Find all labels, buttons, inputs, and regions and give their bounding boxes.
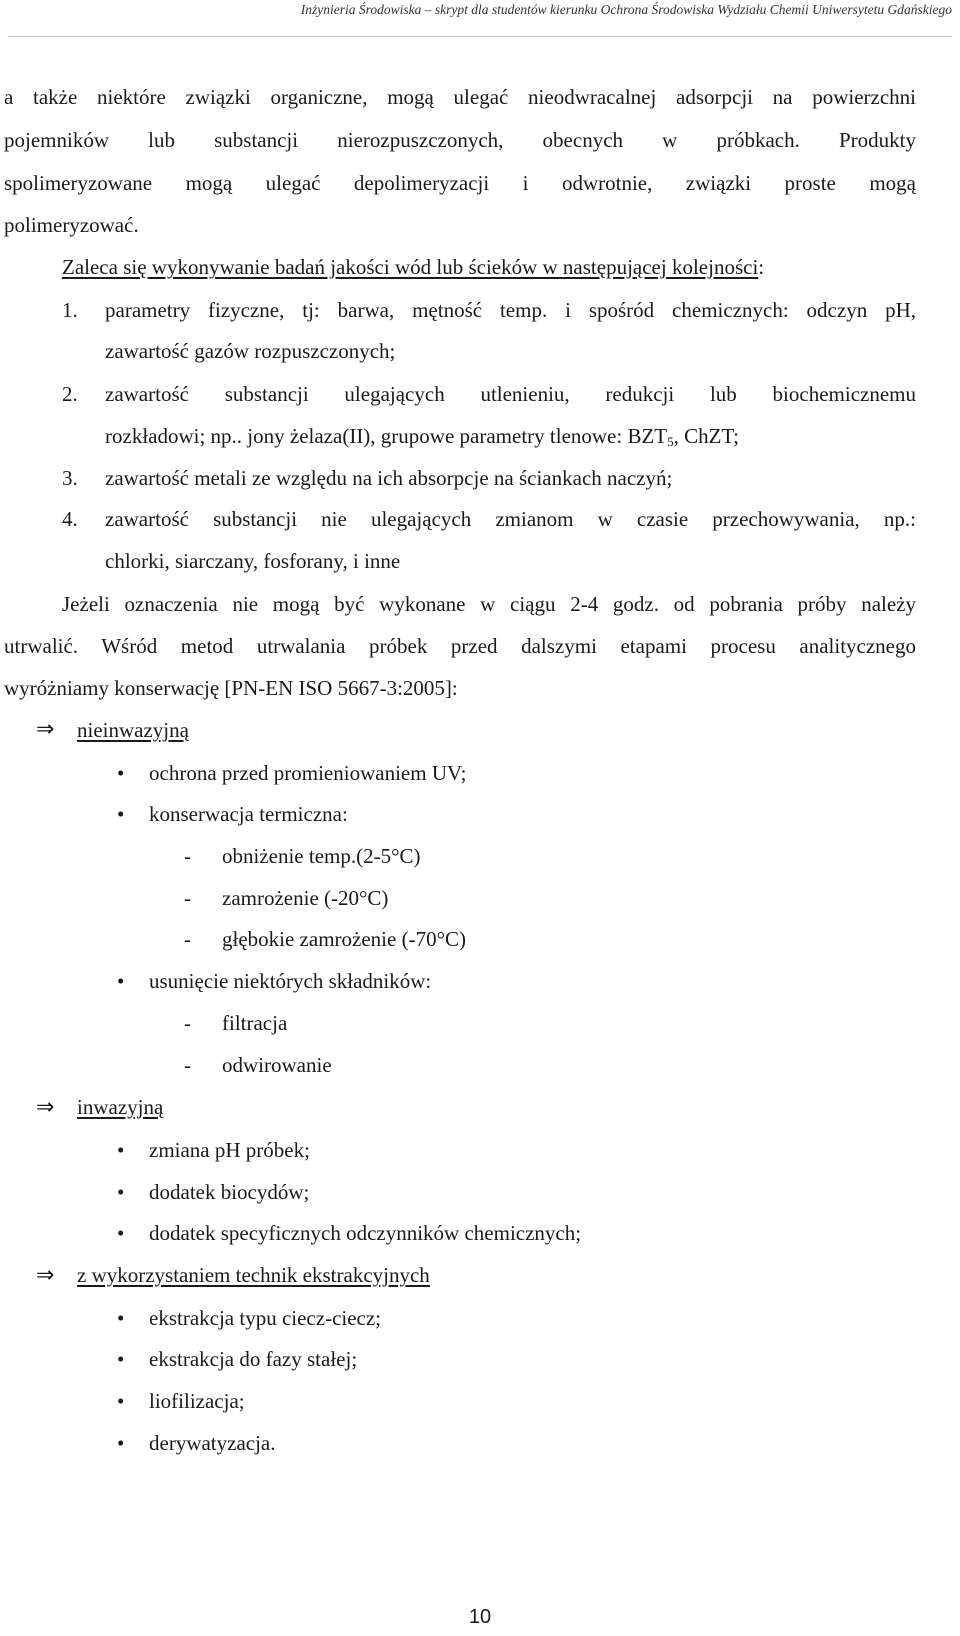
- method-noninvasive-label: nieinwazyjną: [77, 718, 189, 742]
- para2-line-2: utrwalić. Wśród metod utrwalania próbek przed dalszymi etapami procesu analitycznego: [4, 634, 916, 658]
- implies-arrow-icon: ⇒: [36, 1262, 55, 1287]
- bullet-icon: •: [117, 802, 125, 826]
- intro-line-3: spolimeryzowane mogą ulegać depolimeryzacji i odwrotnie, związki proste mogą: [4, 171, 916, 195]
- removal-item-centrifugation: odwirowanie: [222, 1053, 332, 1077]
- implies-arrow-icon: ⇒: [36, 716, 55, 741]
- order-item-4-line-1: zawartość substancji nie ulegających zmianom w czasie przechowywania, np.:: [105, 507, 916, 531]
- order-intro-colon: :: [758, 255, 765, 279]
- noninvasive-item-removal: usunięcie niektórych składników:: [149, 969, 432, 993]
- invasive-item-reagents: dodatek specyficznych odczynników chemicznych;: [149, 1221, 582, 1245]
- thermal-item-cooling: obniżenie temp.(2-5°C): [222, 844, 421, 868]
- order-item-3-line-1: zawartość metali ze względu na ich absorpcje na ściankach naczyń;: [105, 466, 673, 490]
- order-item-1-number: 1.: [62, 298, 78, 322]
- invasive-item-biocides: dodatek biocydów;: [149, 1180, 310, 1204]
- order-item-4-number: 4.: [62, 507, 78, 531]
- order-item-2-line-2: [105, 423, 739, 449]
- bullet-icon: •: [117, 1431, 125, 1455]
- order-item-4-line-2: chlorki, siarczany, fosforany, i inne: [105, 549, 401, 573]
- para2-line-3: wyróżniamy konserwację [PN-EN ISO 5667-3:2005]:: [4, 676, 458, 700]
- extraction-item-solid-phase: ekstrakcja do fazy stałej;: [149, 1347, 358, 1371]
- order-intro: [62, 254, 764, 280]
- method-extraction-label: z wykorzystaniem technik ekstrakcyjnych: [77, 1263, 430, 1287]
- extraction-item-derivatization: derywatyzacja.: [149, 1431, 276, 1455]
- thermal-item-freezing: zamrożenie (-20°C): [222, 886, 389, 910]
- noninvasive-item-uv: ochrona przed promieniowaniem UV;: [149, 761, 467, 785]
- bullet-icon: •: [117, 1389, 125, 1413]
- bullet-icon: •: [117, 1180, 125, 1204]
- dash-icon: -: [184, 1011, 191, 1035]
- bullet-icon: •: [117, 1306, 125, 1330]
- bullet-icon: •: [117, 969, 125, 993]
- intro-line-4: polimeryzować.: [4, 213, 139, 237]
- noninvasive-item-thermal: konserwacja termiczna:: [149, 802, 348, 826]
- bzt-subscript: 5: [667, 434, 674, 449]
- intro-line-1: a także niektóre związki organiczne, mogą ulegać nieodwracalnej adsorpcji na powierzchni: [4, 85, 916, 109]
- bullet-icon: •: [117, 1138, 125, 1162]
- order-item-2-number: 2.: [62, 382, 78, 406]
- implies-arrow-icon: ⇒: [36, 1094, 55, 1119]
- invasive-item-ph: zmiana pH próbek;: [149, 1138, 310, 1162]
- order-item-1-line-1: parametry fizyczne, tj: barwa, mętność temp. i spośród chemicznych: odczyn pH,: [105, 298, 916, 322]
- order-item-3-number: 3.: [62, 466, 78, 490]
- bullet-icon: •: [117, 761, 125, 785]
- method-invasive-label: inwazyjną: [77, 1095, 164, 1119]
- extraction-item-lyophilization: liofilizacja;: [149, 1389, 245, 1413]
- intro-line-2: pojemników lub substancji nierozpuszczonych, obecnych w próbkach. Produkty: [4, 128, 916, 152]
- order-item-2-text: rozkładowi; np.. jony żelaza(II), grupowe parametry tlenowe: BZT: [105, 424, 668, 448]
- page-number: 10: [468, 1606, 492, 1628]
- thermal-item-deep-freezing: głębokie zamrożenie (-70°C): [222, 927, 466, 951]
- order-item-2-line-1: zawartość substancji ulegających utlenieniu, redukcji lub biochemicznemu: [105, 382, 916, 406]
- dash-icon: -: [184, 927, 191, 951]
- extraction-item-liquid-liquid: ekstrakcja typu ciecz-ciecz;: [149, 1306, 382, 1330]
- bullet-icon: •: [117, 1221, 125, 1245]
- bullet-icon: •: [117, 1347, 125, 1371]
- running-header: Inżynieria Środowiska – skrypt dla studentów kierunku Ochrona Środowiska Wydziału Chemii Uniwersytetu Gdańskiego: [300, 2, 952, 17]
- dash-icon: -: [184, 844, 191, 868]
- header-divider: [8, 36, 952, 37]
- order-item-1-line-2: zawartość gazów rozpuszczonych;: [105, 339, 396, 363]
- order-item-2-tail: , ChZT;: [673, 424, 739, 448]
- dash-icon: -: [184, 886, 191, 910]
- removal-item-filtration: filtracja: [222, 1011, 288, 1035]
- order-intro-text: Zaleca się wykonywanie badań jakości wód lub ścieków w następującej kolejności: [62, 255, 759, 279]
- para2-line-1: Jeżeli oznaczenia nie mogą być wykonane w ciągu 2-4 godz. od pobrania próby należy: [62, 592, 916, 616]
- dash-icon: -: [184, 1053, 191, 1077]
